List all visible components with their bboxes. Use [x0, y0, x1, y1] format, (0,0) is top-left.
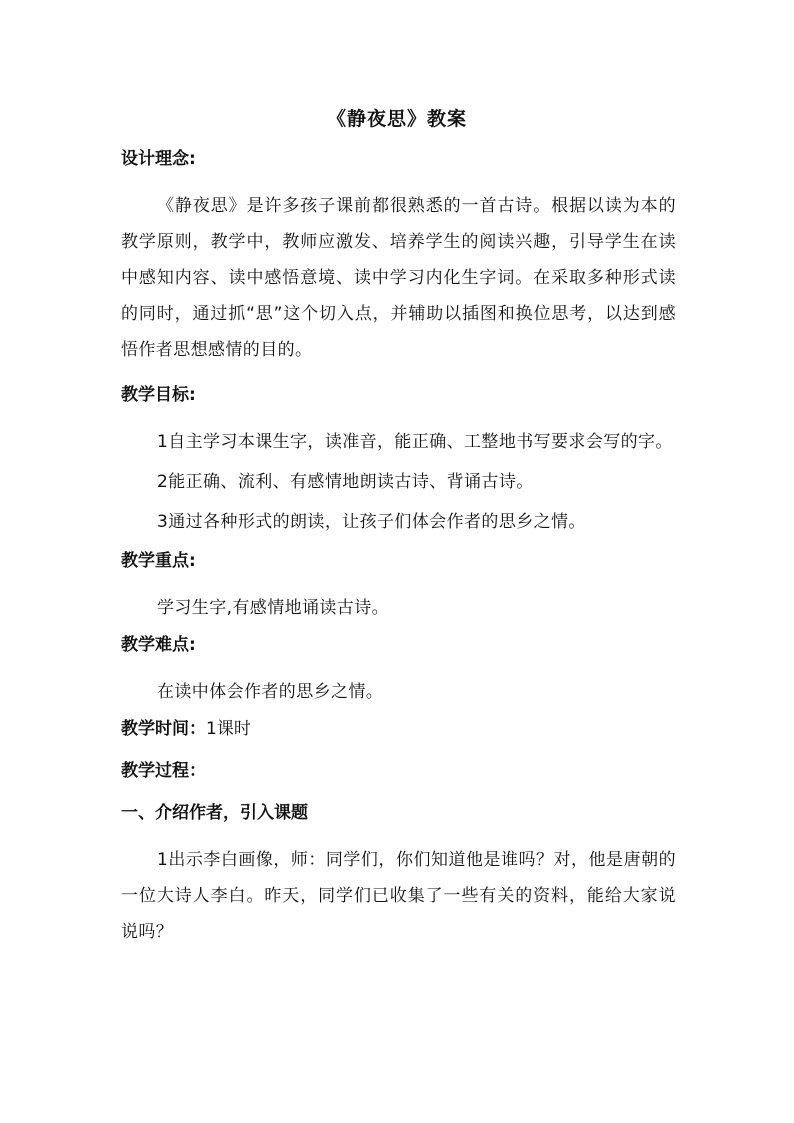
goal-item-1: 1自主学习本课生字，读准音，能正确、工整地书写要求会写的字。 — [157, 432, 673, 452]
process-step1-heading: 一、介绍作者，引入课题 — [121, 803, 308, 823]
difficulties-text: 在读中体会作者的思乡之情。 — [157, 682, 384, 702]
goal-item-3: 3通过各种形式的朗读，让孩子们体会作者的思乡之情。 — [157, 512, 586, 532]
teaching-time-value: 1课时 — [206, 719, 251, 739]
difficulties-heading: 教学难点: — [121, 635, 196, 655]
design-concept-text: 《静夜思》是许多孩子课前都很熟悉的一首古诗。根据以读为本的教学原则，教学中，教师应激发、培养学生的阅读兴趣，引导学生在读中感知内容、读中感悟意境、读中学习内化生字词。在采取多种形式读的同时，通过抓“思”这个切入点，并辅助以插图和换位思考，以达到感悟作者思想感情的目的。 — [121, 196, 676, 360]
document-body — [121, 146, 676, 956]
key-points-text: 学习生字,有感情地诵读古诗。 — [157, 598, 390, 618]
goals-heading: 教学目标: — [121, 385, 196, 405]
key-points-heading: 教学重点: — [121, 551, 196, 571]
process-step1-text: 1出示李白画像，师：同学们，你们知道他是谁吗？对，他是唐朝的一位大诗人李白。昨天，同学们已收集了一些有关的资料，能给大家说说吗？ — [121, 850, 676, 942]
goal-item-2: 2能正确、流利、有感情地朗读古诗、背诵古诗。 — [157, 472, 534, 492]
design-concept-heading: 设计理念: — [121, 149, 196, 169]
document-title: 《静夜思》教案 — [326, 108, 467, 130]
teaching-time-label: 教学时间： — [121, 719, 206, 739]
process-heading: 教学过程： — [121, 761, 206, 781]
teaching-time — [121, 716, 676, 742]
